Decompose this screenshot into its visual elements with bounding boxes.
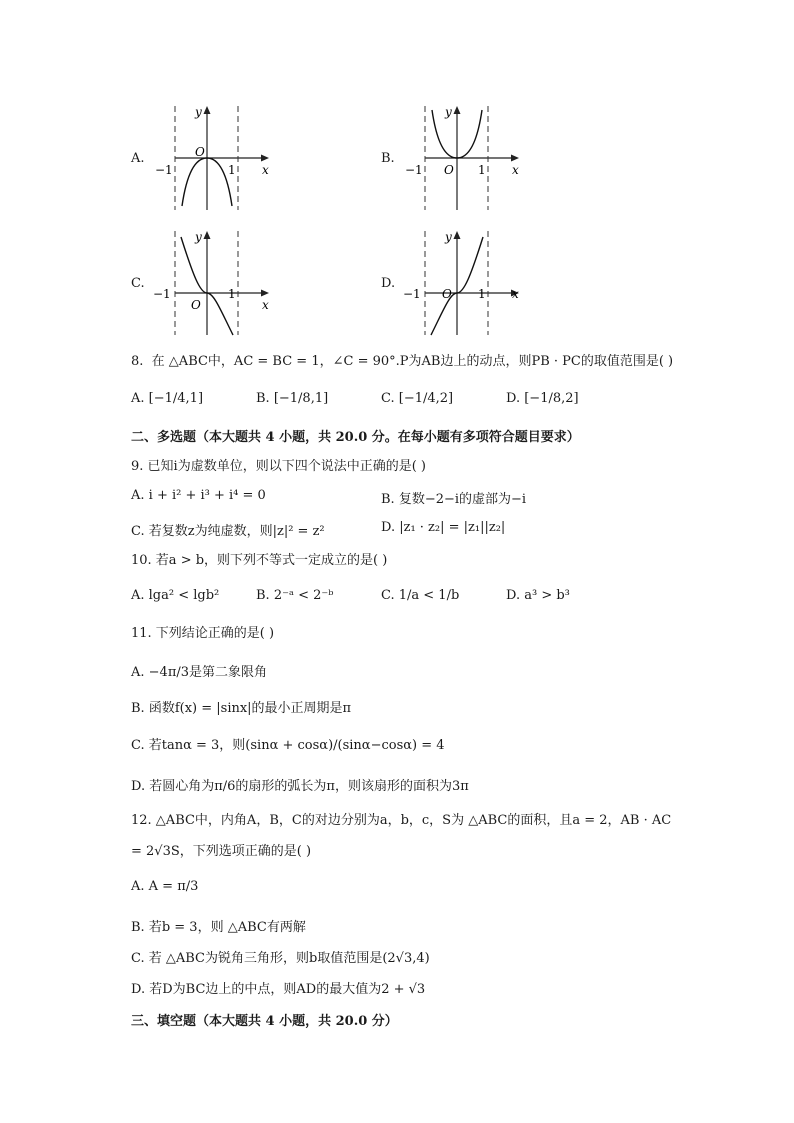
q8-option-b[interactable]: B. [−1/8,1] xyxy=(256,391,329,406)
graph-b-label: B. xyxy=(381,151,395,166)
graph-b xyxy=(395,100,525,212)
q11-option-c[interactable]: C. 若tanα = 3，则(sinα + cosα)/(sinα−cosα) = 4 xyxy=(131,738,445,753)
svg-text:y: y xyxy=(445,105,452,119)
svg-text:x: x xyxy=(262,298,269,312)
x-label: x xyxy=(262,163,269,177)
q9-stem: 9. 已知i为虚数单位，则以下四个说法中正确的是( ) xyxy=(131,459,426,474)
svg-text:x: x xyxy=(512,163,519,177)
svg-text:1: 1 xyxy=(478,163,486,177)
y-axis-arrow xyxy=(204,106,211,114)
svg-text:−1: −1 xyxy=(153,287,171,301)
x-axis-arrow xyxy=(261,155,269,162)
graph-c xyxy=(145,225,275,337)
graph-a xyxy=(145,100,275,212)
pos-one-label: 1 xyxy=(228,163,236,177)
neg-one-label: −1 xyxy=(155,163,173,177)
svg-text:1: 1 xyxy=(478,287,486,301)
graph-a-label: A. xyxy=(131,151,145,166)
q12-stem-line2: = 2√3S，下列选项正确的是( ) xyxy=(131,844,312,859)
svg-text:O: O xyxy=(191,298,201,312)
q9-option-b[interactable]: B. 复数−2−i的虚部为−i xyxy=(381,492,527,507)
graph-c-label: C. xyxy=(131,276,145,291)
svg-text:y: y xyxy=(195,230,202,244)
graph-d xyxy=(395,225,525,337)
y-label: y xyxy=(195,105,202,119)
q9-option-d[interactable]: D. |z₁ · z₂| = |z₁||z₂| xyxy=(381,520,506,535)
svg-text:−1: −1 xyxy=(405,163,423,177)
q10-option-d[interactable]: D. a³ > b³ xyxy=(506,588,570,603)
svg-text:y: y xyxy=(445,230,452,244)
q11-stem: 11. 下列结论正确的是( ) xyxy=(131,626,275,641)
q12-option-d[interactable]: D. 若D为BC边上的中点，则AD的最大值为2 + √3 xyxy=(131,982,426,997)
q10-option-b[interactable]: B. 2⁻ᵃ < 2⁻ᵇ xyxy=(256,588,334,603)
q11-option-a[interactable]: A. −4π/3是第二象限角 xyxy=(131,665,268,680)
svg-text:−1: −1 xyxy=(403,287,421,301)
q12-option-b[interactable]: B. 若b = 3，则 △ABC有两解 xyxy=(131,920,306,935)
q12-option-a[interactable]: A. A = π/3 xyxy=(131,879,199,894)
origin-label: O xyxy=(195,145,205,159)
q10-option-a[interactable]: A. lga² < lgb² xyxy=(131,588,220,603)
q9-option-c[interactable]: C. 若复数z为纯虚数，则|z|² = z² xyxy=(131,524,325,539)
q9-option-a[interactable]: A. i + i² + i³ + i⁴ = 0 xyxy=(131,488,266,503)
q11-option-d[interactable]: D. 若圆心角为π/6的扇形的弧长为π，则该扇形的面积为3π xyxy=(131,779,469,794)
q10-option-c[interactable]: C. 1/a < 1/b xyxy=(381,588,460,603)
q12-stem-line1: 12. △ABC中，内角A，B，C的对边分别为a，b，c，S为 △ABC的面积，且a = 2，AB · AC xyxy=(131,813,672,828)
svg-text:O: O xyxy=(442,287,452,301)
q8-stem: 8. 在 △ABC中，AC = BC = 1，∠C = 90°.P为AB边上的动点，则PB · PC的取值范围是( ) xyxy=(131,354,674,369)
q8-option-c[interactable]: C. [−1/4,2] xyxy=(381,391,454,406)
section-2-heading: 二、多选题（本大题共 4 小题，共 20.0 分。在每小题有多项符合题目要求） xyxy=(131,430,580,445)
q11-option-b[interactable]: B. 函数f(x) = |sinx|的最小正周期是π xyxy=(131,701,352,716)
q8-option-a[interactable]: A. [−1/4,1] xyxy=(131,391,204,406)
svg-text:O: O xyxy=(444,163,454,177)
section-3-heading: 三、填空题（本大题共 4 小题，共 20.0 分） xyxy=(131,1014,398,1029)
q10-stem: 10. 若a > b，则下列不等式一定成立的是( ) xyxy=(131,553,388,568)
q8-option-d[interactable]: D. [−1/8,2] xyxy=(506,391,579,406)
svg-text:x: x xyxy=(512,287,519,301)
graph-d-label: D. xyxy=(381,276,396,291)
svg-text:1: 1 xyxy=(228,287,236,301)
q12-option-c[interactable]: C. 若 △ABC为锐角三角形，则b取值范围是(2√3,4) xyxy=(131,951,430,966)
